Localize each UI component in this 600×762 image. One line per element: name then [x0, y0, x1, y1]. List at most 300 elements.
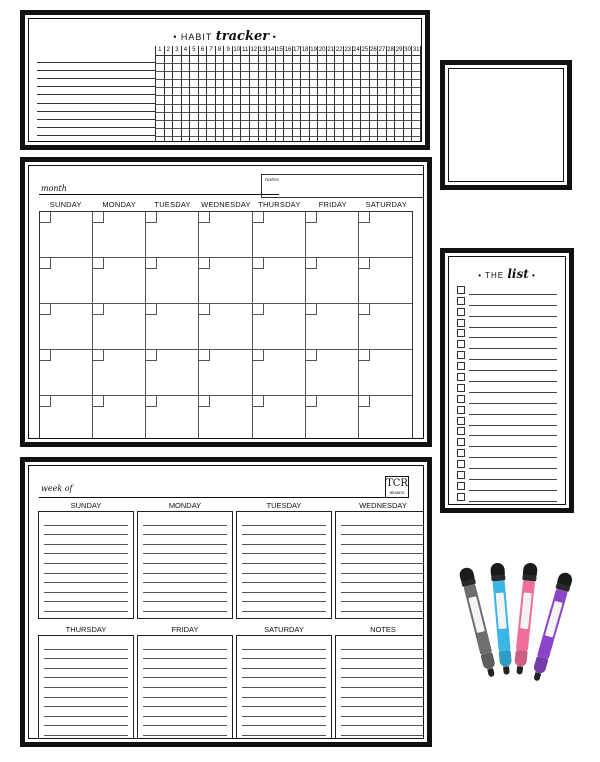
checklist-item	[457, 458, 557, 469]
habit-day-number: 11	[241, 46, 249, 56]
checkbox	[457, 308, 465, 316]
habit-check-cell	[267, 121, 275, 129]
habit-day-column	[394, 46, 403, 142]
checklist-item	[457, 371, 557, 382]
habit-check-cell	[301, 64, 309, 72]
habit-check-cell	[370, 121, 378, 129]
week-section-line	[242, 545, 326, 555]
blank-square-board	[440, 60, 572, 190]
weekday-heading: WEDNESDAY	[201, 200, 251, 209]
habit-check-cell	[199, 105, 207, 113]
week-section-line	[242, 688, 326, 698]
habit-check-cell	[395, 80, 403, 88]
habit-day-column	[317, 46, 326, 142]
week-section-line	[143, 717, 227, 727]
habit-check-cell	[259, 113, 267, 121]
habit-name-line	[37, 95, 155, 103]
habit-check-cell	[241, 80, 249, 88]
habit-check-cell	[224, 129, 232, 137]
checkbox	[457, 395, 465, 403]
week-section-line	[242, 574, 326, 584]
habit-check-cell	[327, 129, 335, 137]
habit-check-cell	[165, 105, 173, 113]
habit-check-cell	[327, 105, 335, 113]
calendar-day-cell	[40, 304, 93, 350]
week-section-line	[341, 602, 424, 612]
habit-check-cell	[395, 64, 403, 72]
checklist-item	[457, 491, 557, 502]
week-section-line	[341, 640, 424, 650]
habit-check-cell	[361, 80, 369, 88]
checklist-line	[469, 502, 557, 505]
habit-check-cell	[353, 80, 361, 88]
week-section-box	[236, 511, 332, 619]
habit-check-cell	[327, 80, 335, 88]
habit-check-cell	[276, 129, 284, 137]
habit-check-cell	[276, 72, 284, 80]
habit-check-cell	[378, 72, 386, 80]
week-section-line	[44, 726, 128, 736]
habit-check-cell	[216, 88, 224, 96]
marker-label	[545, 601, 563, 638]
month-notes-box	[261, 174, 424, 198]
the-list-board	[440, 248, 574, 513]
habit-check-cell	[361, 72, 369, 80]
week-section-line	[143, 545, 227, 555]
habit-day-column	[275, 46, 284, 142]
week-section-line	[242, 659, 326, 669]
blank-square-frame	[444, 64, 568, 186]
habit-check-cell	[165, 121, 173, 129]
checklist-item	[457, 306, 557, 317]
habit-check-cell	[387, 137, 395, 142]
habit-check-cell	[173, 72, 181, 80]
habit-check-cell	[344, 113, 352, 121]
habit-check-cell	[216, 105, 224, 113]
week-section-line	[341, 545, 424, 555]
habit-day-number: 23	[344, 46, 352, 56]
checklist-line	[469, 382, 557, 393]
checklist-item	[457, 436, 557, 447]
habit-check-cell	[267, 129, 275, 137]
habit-check-cell	[250, 129, 258, 137]
habit-check-cell	[327, 72, 335, 80]
habit-check-cell	[165, 64, 173, 72]
habit-check-cell	[335, 88, 343, 96]
habit-check-cell	[293, 72, 301, 80]
weekday-heading: FRIDAY	[318, 200, 347, 209]
calendar-day-cell	[253, 212, 306, 258]
weekday-heading: THURSDAY	[258, 200, 301, 209]
calendar-day-cell	[93, 258, 146, 304]
week-section-line	[143, 707, 227, 717]
tcr-brand-logo	[385, 476, 409, 498]
calendar-day-cell	[199, 212, 252, 258]
calendar-day-cell	[146, 304, 199, 350]
week-section-line	[143, 535, 227, 545]
habit-check-cell	[182, 121, 190, 129]
habit-check-cell	[250, 121, 258, 129]
week-section-line	[341, 526, 424, 536]
checklist-item	[457, 360, 557, 371]
habit-check-cell	[284, 96, 292, 104]
habit-check-cell	[207, 121, 215, 129]
habit-check-cell	[284, 137, 292, 142]
week-section-line	[242, 602, 326, 612]
logo-text: TCR	[386, 478, 408, 489]
list-title-script: list	[507, 267, 529, 281]
habit-check-cell	[412, 137, 420, 142]
week-section-line	[44, 574, 128, 584]
habit-grid	[37, 46, 421, 142]
habit-check-cell	[395, 56, 403, 64]
checklist-item	[457, 382, 557, 393]
week-section-line	[242, 669, 326, 679]
habit-check-cell	[156, 105, 164, 113]
habit-check-cell	[250, 72, 258, 80]
habit-check-cell	[395, 88, 403, 96]
week-section-line	[341, 574, 424, 584]
habit-check-cell	[327, 56, 335, 64]
checkbox	[457, 427, 465, 435]
checkbox	[457, 362, 465, 370]
calendar-day-cell	[40, 212, 93, 258]
week-section	[137, 624, 233, 739]
habit-check-cell	[361, 121, 369, 129]
week-section-line	[242, 593, 326, 603]
checklist-line	[469, 491, 557, 502]
week-section-line	[44, 583, 128, 593]
habit-check-cell	[216, 96, 224, 104]
habit-check-cell	[284, 64, 292, 72]
habit-check-cell	[216, 137, 224, 142]
habit-check-cell	[353, 121, 361, 129]
habit-day-column	[300, 46, 309, 142]
habit-check-cell	[301, 96, 309, 104]
habit-check-cell	[378, 105, 386, 113]
week-section-line	[44, 650, 128, 660]
habit-name-line	[37, 136, 155, 142]
habit-check-cell	[318, 56, 326, 64]
habit-check-cell	[370, 129, 378, 137]
habit-check-cell	[387, 64, 395, 72]
habit-check-cell	[293, 96, 301, 104]
habit-day-number: 22	[335, 46, 343, 56]
calendar-day-cell	[253, 304, 306, 350]
week-section-heading: FRIDAY	[171, 625, 199, 634]
calendar-day-cell	[146, 350, 199, 396]
habit-check-cell	[310, 56, 318, 64]
habit-check-cell	[241, 105, 249, 113]
habit-title-prefix: HABIT	[180, 32, 213, 42]
checkbox	[457, 286, 465, 294]
week-section-line	[341, 564, 424, 574]
habit-day-column	[240, 46, 249, 142]
habit-check-cell	[370, 88, 378, 96]
habit-check-cell	[199, 129, 207, 137]
the-list-title: • THE list •	[478, 267, 536, 281]
habit-tracker-frame	[24, 14, 426, 146]
habit-check-cell	[267, 105, 275, 113]
habit-check-cell	[412, 64, 420, 72]
habit-check-cell	[370, 80, 378, 88]
habit-check-cell	[276, 64, 284, 72]
checklist-line	[469, 415, 557, 426]
habit-check-cell	[361, 137, 369, 142]
week-section-line	[143, 593, 227, 603]
habit-check-cell	[241, 88, 249, 96]
habit-check-cell	[318, 64, 326, 72]
habit-check-cell	[344, 64, 352, 72]
habit-check-cell	[293, 113, 301, 121]
habit-check-cell	[284, 80, 292, 88]
habit-check-cell	[199, 113, 207, 121]
checklist-item	[457, 295, 557, 306]
habit-day-column	[334, 46, 343, 142]
habit-check-cell	[335, 64, 343, 72]
habit-check-cell	[344, 56, 352, 64]
habit-check-cell	[284, 56, 292, 64]
checklist-line	[469, 447, 557, 458]
calendar-day-cell	[146, 258, 199, 304]
week-section-line	[341, 650, 424, 660]
week-underline	[39, 497, 409, 498]
habit-check-cell	[395, 121, 403, 129]
habit-check-cell	[344, 88, 352, 96]
week-section-line	[44, 659, 128, 669]
habit-check-cell	[370, 56, 378, 64]
habit-check-cell	[387, 113, 395, 121]
habit-check-cell	[353, 64, 361, 72]
habit-check-cell	[378, 88, 386, 96]
week-of-label: week of	[41, 484, 73, 493]
habit-check-cell	[404, 56, 412, 64]
habit-check-cell	[216, 64, 224, 72]
habit-day-number: 31	[412, 46, 420, 56]
monthly-calendar-board	[20, 157, 432, 447]
week-section-line	[242, 698, 326, 708]
habit-day-number: 24	[353, 46, 361, 56]
habit-check-cell	[165, 56, 173, 64]
habit-check-cell	[387, 129, 395, 137]
calendar-day-cell	[93, 350, 146, 396]
habit-check-cell	[190, 56, 198, 64]
habit-check-cell	[182, 88, 190, 96]
monthly-calendar-frame	[24, 161, 428, 443]
checklist-line	[469, 327, 557, 338]
marker-tip	[516, 666, 523, 675]
habit-check-cell	[370, 96, 378, 104]
habit-day-number: 1	[156, 46, 164, 56]
habit-check-cell	[378, 121, 386, 129]
habit-check-cell	[293, 56, 301, 64]
habit-check-cell	[361, 56, 369, 64]
habit-check-cell	[318, 137, 326, 142]
week-section-line	[242, 583, 326, 593]
habit-check-cell	[327, 96, 335, 104]
habit-day-column	[403, 46, 412, 142]
checklist-item	[457, 447, 557, 458]
week-section-line	[341, 717, 424, 727]
checkbox	[457, 329, 465, 337]
marker-barrel	[464, 584, 493, 655]
habit-check-cell	[353, 129, 361, 137]
week-section-line	[143, 698, 227, 708]
week-section-line	[242, 526, 326, 536]
week-section-line	[341, 707, 424, 717]
habit-check-cell	[156, 129, 164, 137]
habit-check-cell	[233, 129, 241, 137]
habit-check-cell	[259, 64, 267, 72]
checklist-items	[457, 284, 557, 505]
week-section-box	[335, 635, 424, 739]
calendar-day-cell	[253, 350, 306, 396]
habit-check-cell	[199, 137, 207, 142]
habit-check-cell	[378, 113, 386, 121]
habit-check-cell	[293, 88, 301, 96]
habit-day-number: 19	[310, 46, 318, 56]
habit-check-cell	[233, 105, 241, 113]
habit-check-cell	[199, 56, 207, 64]
habit-check-cell	[276, 80, 284, 88]
habit-check-cell	[233, 137, 241, 142]
week-section-line	[44, 717, 128, 727]
habit-check-cell	[199, 72, 207, 80]
habit-check-cell	[353, 56, 361, 64]
habit-check-cell	[241, 137, 249, 142]
habit-check-cell	[207, 88, 215, 96]
habit-check-cell	[182, 64, 190, 72]
habit-check-cell	[335, 105, 343, 113]
habit-day-number: 30	[404, 46, 412, 56]
calendar-day-cell	[306, 350, 359, 396]
habit-check-cell	[387, 80, 395, 88]
week-section-line	[44, 640, 128, 650]
habit-check-cell	[190, 121, 198, 129]
calendar-day-cell	[146, 212, 199, 258]
checkbox	[457, 460, 465, 468]
habit-check-cell	[378, 137, 386, 142]
habit-name-line	[37, 71, 155, 79]
habit-day-column	[360, 46, 369, 142]
checklist-line	[469, 404, 557, 415]
logo-subtext: BRANDS	[389, 491, 405, 495]
marker-tip	[503, 666, 510, 674]
habit-check-cell	[361, 113, 369, 121]
calendar-day-cell	[199, 304, 252, 350]
habit-check-cell	[353, 113, 361, 121]
habit-tracker-title: • HABIT tracker •	[173, 29, 277, 44]
checklist-item	[457, 393, 557, 404]
marker-cap	[499, 650, 512, 667]
habit-check-cell	[173, 96, 181, 104]
habit-check-cell	[404, 88, 412, 96]
habit-check-cell	[182, 113, 190, 121]
habit-name-line	[37, 128, 155, 136]
week-section-line	[242, 726, 326, 736]
habit-check-cell	[165, 96, 173, 104]
habit-check-cell	[190, 80, 198, 88]
habit-check-cell	[301, 80, 309, 88]
calendar-day-cell	[306, 396, 359, 439]
habit-check-cell	[267, 88, 275, 96]
marker-tip	[487, 668, 495, 677]
week-section-line	[143, 726, 227, 736]
habit-day-column	[181, 46, 190, 142]
habit-check-cell	[404, 64, 412, 72]
habit-name-line	[37, 120, 155, 128]
week-section-box	[335, 511, 424, 619]
habit-check-cell	[207, 113, 215, 121]
habit-day-column	[386, 46, 395, 142]
habit-check-cell	[241, 129, 249, 137]
habit-check-cell	[156, 113, 164, 121]
habit-day-column	[172, 46, 181, 142]
week-section-line	[143, 640, 227, 650]
habit-check-cell	[190, 88, 198, 96]
habit-check-cell	[344, 121, 352, 129]
habit-check-cell	[173, 88, 181, 96]
habit-day-column	[215, 46, 224, 142]
habit-check-cell	[395, 72, 403, 80]
habit-day-number: 16	[284, 46, 292, 56]
checklist-item	[457, 502, 557, 505]
marker-label	[468, 596, 484, 633]
habit-check-cell	[165, 80, 173, 88]
habit-check-cell	[335, 80, 343, 88]
habit-check-cell	[224, 113, 232, 121]
habit-check-cell	[327, 88, 335, 96]
habit-check-cell	[370, 113, 378, 121]
habit-check-cell	[224, 72, 232, 80]
habit-day-column	[377, 46, 386, 142]
habit-check-cell	[267, 64, 275, 72]
weekday-heading: TUESDAY	[154, 200, 191, 209]
week-section-line	[341, 535, 424, 545]
habit-day-number: 7	[207, 46, 215, 56]
habit-check-cell	[190, 113, 198, 121]
habit-day-column	[369, 46, 378, 142]
habit-check-cell	[361, 88, 369, 96]
habit-check-cell	[259, 72, 267, 80]
habit-day-number: 26	[370, 46, 378, 56]
week-section-line	[242, 554, 326, 564]
habit-check-cell	[267, 113, 275, 121]
habit-check-cell	[250, 137, 258, 142]
habit-day-number: 21	[327, 46, 335, 56]
month-label: month	[41, 184, 67, 193]
week-section	[137, 500, 233, 619]
habit-check-cell	[387, 88, 395, 96]
habit-check-cell	[361, 129, 369, 137]
habit-check-cell	[301, 105, 309, 113]
calendar-day-cell	[146, 396, 199, 439]
weekday-heading: SUNDAY	[49, 200, 82, 209]
checklist-line	[469, 436, 557, 447]
week-section	[38, 624, 134, 739]
habit-check-cell	[224, 80, 232, 88]
habit-check-cell	[293, 80, 301, 88]
habit-check-cell	[241, 64, 249, 72]
checklist-line	[469, 360, 557, 371]
habit-check-cell	[284, 113, 292, 121]
habit-check-cell	[395, 129, 403, 137]
habit-check-cell	[173, 80, 181, 88]
habit-day-number: 14	[267, 46, 275, 56]
habit-check-cell	[173, 129, 181, 137]
habit-check-cell	[301, 113, 309, 121]
habit-check-cell	[284, 105, 292, 113]
